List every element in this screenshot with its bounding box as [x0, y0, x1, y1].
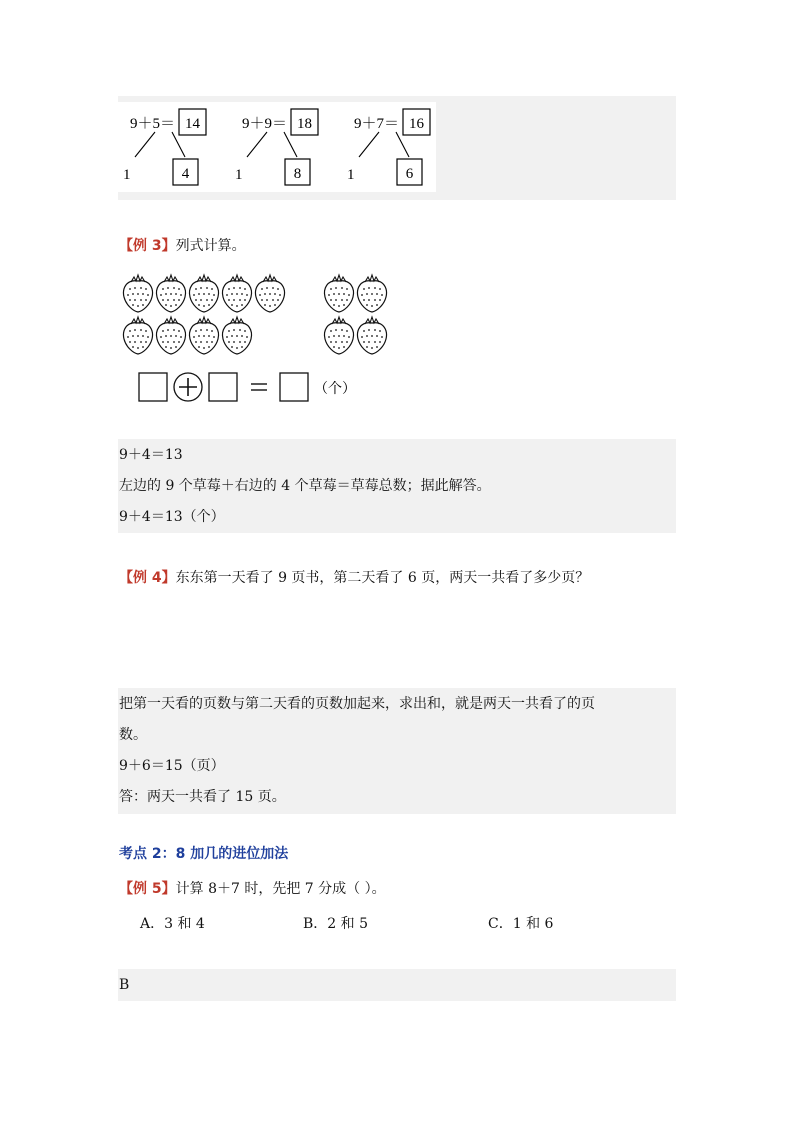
split-result-1: 14: [185, 116, 200, 132]
example3-solution-line-2: 左边的 9 个草莓＋右边的 4 个草莓＝草莓总数；据此解答。: [119, 478, 491, 494]
example4-question: [119, 568, 589, 588]
example3-solution-line-1: 9＋4＝13: [119, 447, 183, 463]
split-right-1: 4: [181, 166, 190, 182]
example5-tag: 【例 5】: [119, 881, 176, 897]
example4-solution-line-4: 答：两天一共看了 15 页。: [119, 789, 286, 805]
strawberry-icon: [223, 275, 252, 312]
option-b: B．2 和 5: [303, 916, 369, 932]
split-expr-1: 9＋5＝: [130, 116, 176, 132]
split-left-1: 1: [123, 167, 131, 183]
strawberry-icon: [223, 317, 252, 354]
split-expr-3: 9＋7＝: [354, 116, 400, 132]
strawberry-group-left: [124, 275, 285, 354]
strawberry-icon: [325, 317, 354, 354]
strawberry-icon: [358, 317, 387, 354]
unit-label: （个）: [314, 382, 356, 397]
example4-tag: 【例 4】: [119, 570, 176, 586]
example4-solution-line-3: 9＋6＝15（页）: [119, 758, 225, 774]
split-left-3: 1: [347, 167, 355, 183]
split-right-2: 8: [293, 166, 302, 182]
example5-question: [119, 879, 386, 899]
strawberry-icon: [325, 275, 354, 312]
strawberry-icon: [190, 275, 219, 312]
example3-tag: 【例 3】: [119, 238, 176, 254]
split-result-3: 16: [409, 116, 424, 132]
option-a: A．3 和 4: [140, 916, 205, 932]
split-right-3: 6: [405, 166, 414, 182]
strawberry-icon: [190, 317, 219, 354]
example3-question: [119, 236, 246, 256]
strawberry-figure: [120, 273, 395, 359]
strawberry-icon: [358, 275, 387, 312]
blank-box-2: [209, 373, 237, 401]
strawberry-group-right: [325, 275, 387, 354]
strawberry-icon: [124, 275, 153, 312]
strawberry-icon: [157, 275, 186, 312]
example4-text: 东东第一天看了 9 页书，第二天看了 6 页，两天一共看了多少页？: [175, 570, 590, 586]
example3-text: 列式计算。: [175, 238, 246, 254]
example3-solution-line-3: 9＋4＝13（个）: [119, 509, 225, 525]
blank-box-3: [280, 373, 308, 401]
example4-solution-line-2: 数。: [119, 727, 147, 743]
split-left-2: 1: [235, 167, 243, 183]
example5-text: 计算 8＋7 时，先把 7 分成（ ）。: [175, 881, 386, 897]
example4-solution-line-1: 把第一天看的页数与第二天看的页数加起来，求出和，就是两天一共看了的页: [119, 696, 595, 712]
section-heading: 考点 2：8 加几的进位加法: [119, 846, 289, 862]
split-figure: [118, 102, 436, 192]
strawberry-icon: [256, 275, 285, 312]
strawberry-icon: [124, 317, 153, 354]
blank-box-1: [139, 373, 167, 401]
example5-answer: B: [119, 977, 130, 993]
equation-blanks: [136, 370, 366, 406]
strawberry-icon: [157, 317, 186, 354]
split-result-2: 18: [297, 116, 312, 132]
option-c: C．1 和 6: [488, 916, 554, 932]
split-expr-2: 9＋9＝: [242, 116, 288, 132]
example5-answer-band: [118, 969, 676, 1001]
